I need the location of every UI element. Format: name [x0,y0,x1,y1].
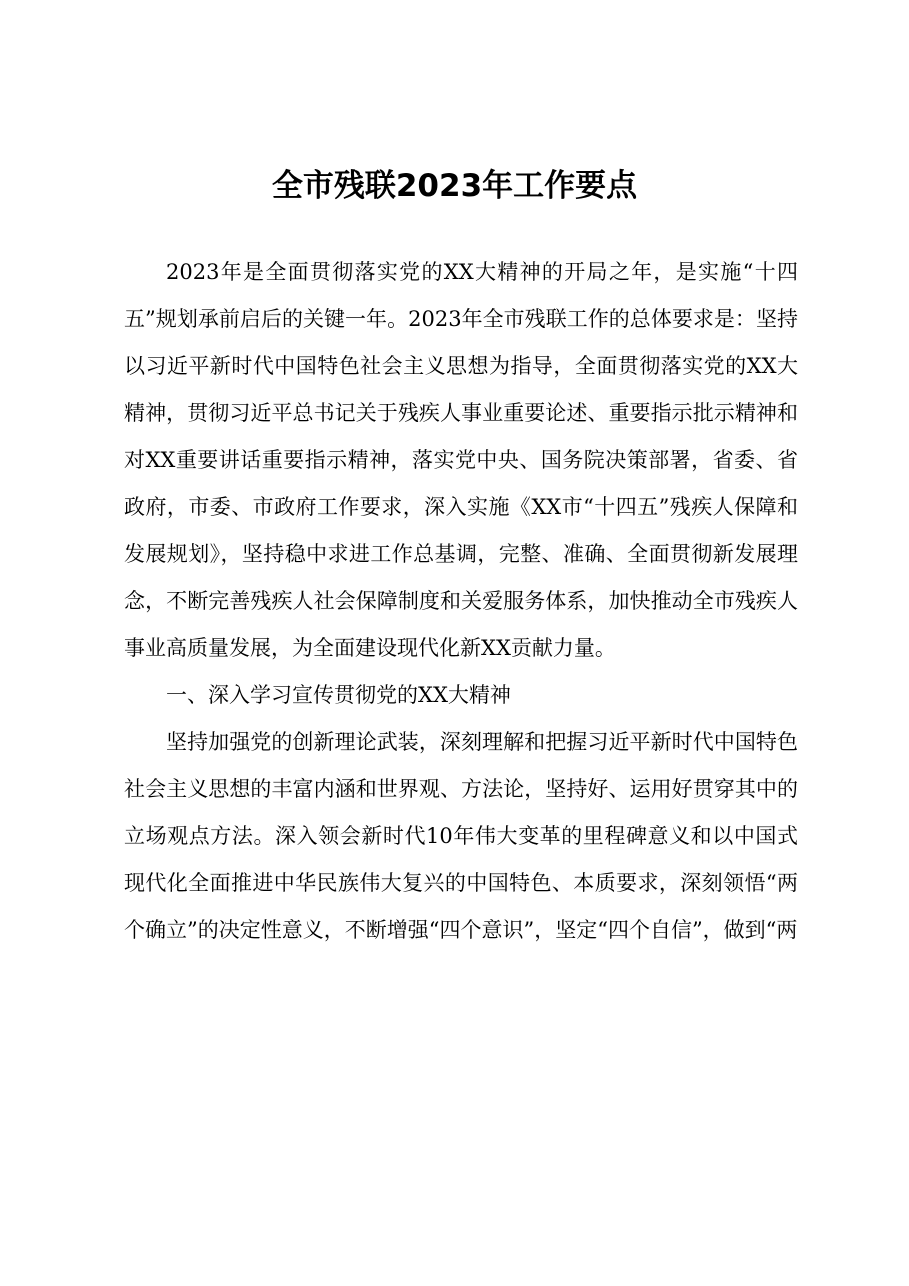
section-paragraph: 坚持加强党的创新理论武装，深刻理解和把握习近平新时代中国特色社会主义思想的丰富内涵和世界观、方法论，坚持好、运用好贯穿其中的立场观点方法。深入领会新时代10年伟大变革的里程碑意义和以中国式现代化全面推进中华民族伟大复兴的中国特色、本质要求，深刻领悟“两个确立”的决定性意义，不断增强“四个意识”，坚定“四个自信”，做到“两 [124,730,798,942]
document-title: 全市残联2023年工作要点 [271,168,638,204]
document-body [124,249,798,954]
section-heading: 一、深入学习宣传贯彻党的XX大精神 [166,683,511,707]
intro-paragraph: 2023年是全面贯彻落实党的XX大精神的开局之年，是实施“十四五”规划承前启后的关键一年。2023年全市残联工作的总体要求是：坚持以习近平新时代中国特色社会主义思想为指导，全面贯彻落实党的XX大精神，贯彻习近平总书记关于残疾人事业重要论述、重要指示批示精神和对XX重要讲话重要指示精神，落实党中央、国务院决策部署，省委、省政府，市委、市政府工作要求，深入实施《XX市“十四五”残疾人保障和发展规划》，坚持稳中求进工作总基调，完整、准确、全面贯彻新发展理念，不断完善残疾人社会保障制度和关爱服务体系，加快推动全市残疾人事业高质量发展，为全面建设现代化新XX贡献力量。 [124,260,798,660]
